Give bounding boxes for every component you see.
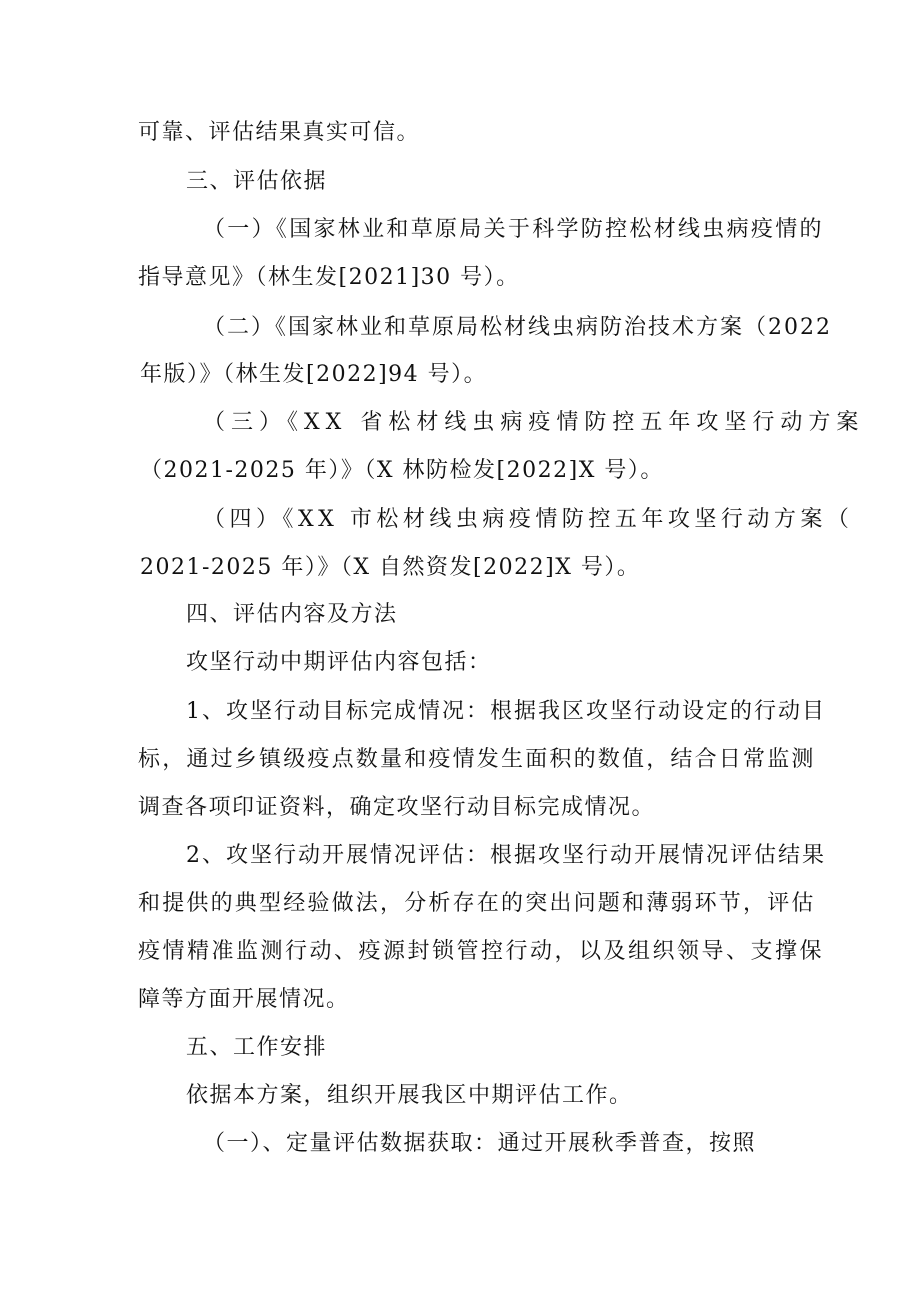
text-line: （一）《国家林业和草原局关于科学防控松材线虫病疫情的 (203, 217, 824, 242)
section-heading: 四、评估内容及方法 (186, 602, 398, 627)
text-line: 指导意见》（林生发[2021]30 号）。 (138, 265, 520, 290)
text-line: （二）《国家林业和草原局松材线虫病防治技术方案（2022 (203, 315, 832, 340)
text-line: 年版）》（林生发[2022]94 号）。 (140, 362, 488, 387)
text-line: 攻坚行动中期评估内容包括： (186, 650, 492, 675)
text-line: （三）《XX 省松材线虫病疫情防控五年攻坚行动方案 (203, 410, 865, 435)
text-line: 调查各项印证资料，确定攻坚行动目标完成情况。 (138, 795, 656, 820)
text-line: （一）、定量评估数据获取：通过开展秋季普查，按照 (203, 1131, 757, 1156)
text-line: 1、攻坚行动目标完成情况：根据我区攻坚行动设定的行动目 (186, 699, 826, 724)
text-line: 可靠、评估结果真实可信。 (138, 120, 421, 145)
text-line: 障等方面开展情况。 (138, 987, 350, 1012)
text-line: 疫情精准监测行动、疫源封锁管控行动，以及组织领导、支撑保 (138, 939, 825, 964)
text-line: 依据本方案，组织开展我区中期评估工作。 (186, 1083, 633, 1108)
text-line: （2021-2025 年）》（X 林防检发[2022]X 号）。 (140, 458, 664, 483)
text-line: 和提供的典型经验做法，分析存在的突出问题和薄弱环节，评估 (138, 891, 816, 916)
text-line: 2、攻坚行动开展情况评估：根据攻坚行动开展情况评估结果 (186, 843, 826, 868)
section-heading: 五、工作安排 (186, 1035, 328, 1060)
section-heading: 三、评估依据 (186, 169, 328, 194)
text-line: 标，通过乡镇级疫点数量和疫情发生面积的数值，结合日常监测 (138, 747, 816, 772)
text-line: 2021-2025 年）》（X 自然资发[2022]X 号）。 (140, 555, 641, 580)
text-line: （四）《XX 市松材线虫病疫情防控五年攻坚行动方案（ (203, 507, 854, 532)
